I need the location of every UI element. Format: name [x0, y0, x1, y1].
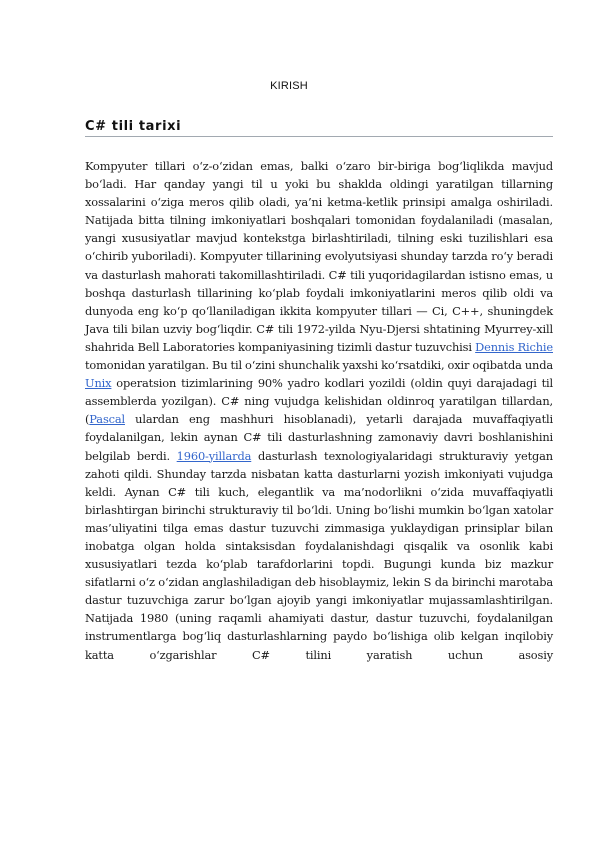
link-dennis-richie[interactable]: Dennis Richie: [475, 339, 553, 354]
link-1960-yillarda[interactable]: 1960-yillarda: [176, 448, 252, 463]
link-pascal[interactable]: Pascal: [89, 412, 125, 427]
paragraph-text-1: Kompyuter tillari o‘z-o‘zidan emas, balki o‘zaro bir-biriga bog‘liqlikda mavjud bo‘ladi. Har qanday yangi til u yoki bu shaklda oldingi yaratilgan tillarning xossalarini o‘ziga meros qilib oladi, ya’ni ketma-ketlik prinsipi amalga oshiriladi. Natijada bitta tilning imkoniyatlari boshqalari tomonidan foydalaniladi (masalan, yangi xususiyatlar mavjud kontekstga birlashtiriladi, tilning eski tuzilishlari esa o‘chirib yuboriladi). Kompyuter tillarining evolyutsiyasi shunday tarzda ro‘y beradi va dasturlash mahorati takomillashtiriladi. C# tili yuqoridagilardan istisno emas, u boshqa dasturlash tillarining ko‘plab foydali imkoniyatlarini meros qilib oldi va dunyoda eng ko‘p qo‘llaniladigan ikkita kompyuter tillari — Ci, C++, shuningdek Java tili bilan uzviy bog‘liqdir. C# tili 1972-yilda Nyu-Djersi shtatining Myurrey-xill shahrida Bell Laboratories kompaniyasining tizimli dastur tuzuvchisi: [85, 159, 553, 354]
link-unix[interactable]: Unix: [85, 376, 112, 391]
body-paragraph: [85, 157, 553, 664]
paragraph-text-2: tomonidan yaratilgan. Bu til o‘zini shunchalik yaxshi ko‘rsatdiki, oxir oqibatda unda: [85, 358, 553, 373]
paragraph-text-5: dasturlash texnologiyalaridagi strukturaviy yetgan zahoti qildi. Shunday tarzda nisbatan katta dasturlarni yozish imkoniyati vujudga keldi. Aynan C# tili kuch, elegantlik va ma’nodorlikni o‘zida muvaffaqiyatli birlashtirgan birinchi strukturaviy til bo‘ldi. Uning bo‘lishi mumkin bo‘lgan xatolar mas’uliyatini tilga emas dastur tuzuvchi zimmasiga yuklaydigan prinsiplar bilan inobatga olgan holda sintaksisdan foydalanishdagi qisqalik va osonlik kabi xususiyatlari tezda ko‘plab tarafdorlarini topdi. Bugungi kunda biz mazkur sifatlarni o‘z o‘zidan anglashiladigan deb hisoblaymiz, lekin S da birinchi marotaba dastur tuzuvchiga zarur bo‘lgan ajoyib yangi imkoniyatlar mujassamlashtirilgan. Natijada 1980 (uning raqamli ahamiyati dastur, dastur tuzuvchi, foydalanilgan instrumentlarga bog‘liq dasturlashlarning paydo bo‘lishiga olib kelgan inqilobiy katta o‘zgarishlar C# tilini yaratish uchun asosiy: [85, 448, 553, 662]
page-title: KIRISH: [270, 80, 308, 92]
section-heading: C# tili tarixi: [85, 119, 553, 137]
paragraph-text-3: operatsion tizimlarining 90% yadro kodlari yozildi (oldin quyi darajadagi til assemblerda yozilgan). C# ning vujudga kelishidan oldinroq yaratilgan tillardan, (: [85, 376, 553, 427]
paragraph-text-4: ulardan eng mashhuri hisoblanadi), yetarli darajada muvaffaqiyatli foydalanilgan, lekin aynan C# tili dasturlashning zamonaviy davri boshlanishini belgilab berdi.: [85, 412, 553, 463]
